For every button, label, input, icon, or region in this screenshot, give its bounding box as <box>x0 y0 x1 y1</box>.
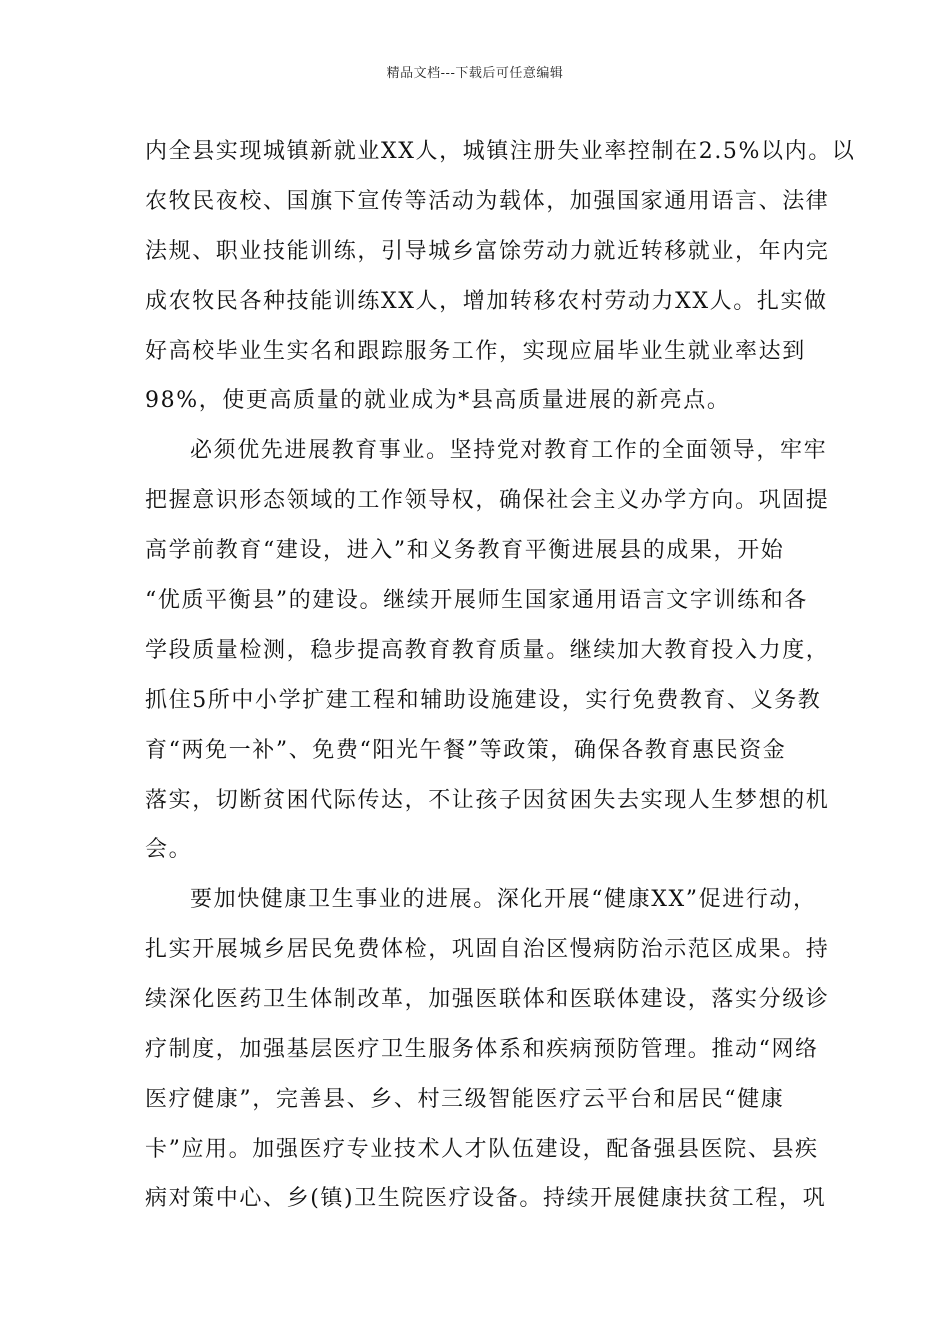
text-line: 会。 <box>145 837 193 862</box>
paragraph-first-line: 要加快健康卫生事业的进展。深化开展“健康XX”促进行动， <box>190 887 817 912</box>
text-line: 法规、职业技能训练，引导城乡富馀劳动力就近转移就业，年内完 <box>145 239 830 264</box>
text-line: 扎实开展城乡居民免费体检，巩固自治区慢病防治示范区成果。持 <box>145 937 830 962</box>
text-line: 98%，使更高质量的就业成为*县高质量进展的新亮点。 <box>145 388 731 413</box>
paragraph-first-line: 必须优先进展教育事业。坚持党对教育工作的全面领导，牢牢 <box>190 438 828 463</box>
text-line: 高学前教育“建设，进入”和义务教育平衡进展县的成果，开始 <box>145 538 785 563</box>
text-line: 学段质量检测，稳步提高教育教育质量。继续加大教育投入力度， <box>145 638 830 663</box>
text-line: 病对策中心、乡(镇)卫生院医疗设备。持续开展健康扶贫工程，巩 <box>145 1186 827 1211</box>
text-line: 疗制度，加强基层医疗卫生服务体系和疾病预防管理。推动“网络 <box>145 1037 819 1062</box>
text-line: 抓住5所中小学扩建工程和辅助设施建设，实行免费教育、义务教 <box>145 688 822 713</box>
text-line: 内全县实现城镇新就业XX人，城镇注册失业率控制在2.5%以内。以 <box>145 139 856 164</box>
text-line: 农牧民夜校、国旗下宣传等活动为载体，加强国家通用语言、法律 <box>145 189 830 214</box>
text-line: 好高校毕业生实名和跟踪服务工作，实现应届毕业生就业率达到 <box>145 339 806 364</box>
text-line: 落实，切断贫困代际传达，不让孩子因贫困失去实现人生梦想的机 <box>145 788 830 813</box>
text-line: 续深化医药卫生体制改革，加强医联体和医联体建设，落实分级诊 <box>145 987 830 1012</box>
text-line: 医疗健康”，完善县、乡、村三级智能医疗云平台和居民“健康 <box>145 1087 785 1112</box>
page-header: 精品文档---下载后可任意编辑 <box>386 66 564 81</box>
text-line: “优质平衡县”的建设。继续开展师生国家通用语言文字训练和各 <box>145 588 808 613</box>
text-line: 成农牧民各种技能训练XX人，增加转移农村劳动力XX人。扎实做 <box>145 289 828 314</box>
text-line: 卡”应用。加强医疗专业技术人才队伍建设，配备强县医院、县疾 <box>145 1137 819 1162</box>
text-line: 把握意识形态领域的工作领导权，确保社会主义办学方向。巩固提 <box>145 488 830 513</box>
text-line: 育“两免一补”、免费“阳光午餐”等政策，确保各教育惠民资金 <box>145 738 787 763</box>
